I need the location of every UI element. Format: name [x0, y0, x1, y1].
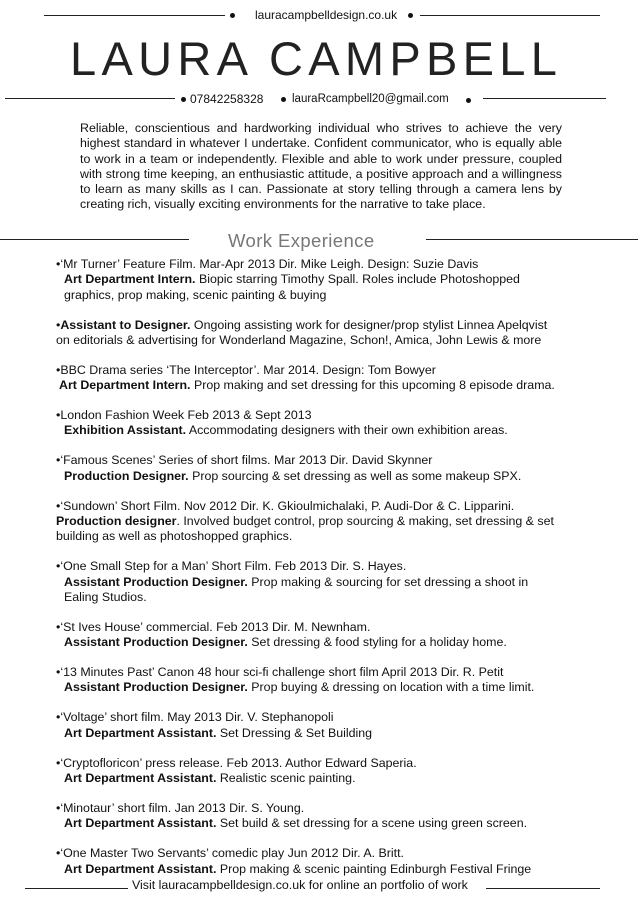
entry-role-line — [56, 635, 596, 650]
entry-role: Assistant Production Designer. — [64, 574, 248, 589]
entry-project: •‘One Small Step for a Man’ Short Film. Feb 2013 Dir. S. Hayes. — [56, 559, 407, 574]
entry-role: Assistant Production Designer. — [64, 680, 248, 695]
entry-role-line — [56, 862, 596, 877]
email-link[interactable]: lauraRcampbell20@gmail.com — [292, 93, 449, 105]
entry-role-line — [56, 514, 596, 529]
header-top-rule-right — [420, 15, 600, 16]
entry-description: Prop sourcing & set dressing as well as some makeup SPX. — [188, 468, 522, 483]
entry-role-line — [56, 469, 596, 484]
entry-role: Assistant to Designer. — [60, 317, 191, 332]
profile-summary: Reliable, conscientious and hardworking individual who strives to achieve the very highest standard in whatever I undertake. Confident communicator, who is equally able to work in a team or independently. Flexible and able to work under pressure, coupled with strong time keeping, an enthusiastic attitude, a positive approach and a willingness to learn as many skills as I can. Passionate at story telling through a camera lens by creating rich, visually exciting environments for the narrative to take place. — [80, 121, 562, 212]
entry-role: Assistant Production Designer. — [64, 635, 248, 650]
entry-project: •‘Sundown’ Short Film. Nov 2012 Dir. K. Gkioulmichalaki, P. Audi-Dor & C. Lipparini. — [56, 498, 515, 513]
entry-description: Prop making and set dressing for this upcoming 8 episode drama. — [190, 378, 555, 393]
entry-description: Prop making & scenic painting Edinburgh Festival Fringe — [216, 861, 532, 876]
entry-project: •BBC Drama series ‘The Interceptor’. Mar 2014. Design: Tom Bowyer — [56, 362, 436, 377]
contact-dot — [281, 97, 286, 102]
entry-role-line — [56, 680, 596, 695]
list-item — [56, 801, 596, 832]
list-item — [56, 710, 596, 741]
website-link[interactable]: lauracampbelldesign.co.uk — [255, 8, 398, 22]
list-item — [56, 453, 596, 484]
list-item — [56, 318, 596, 349]
section-rule-right — [426, 239, 638, 240]
list-item — [56, 257, 596, 303]
contact-dot — [181, 97, 186, 102]
entry-description: Set build & set dressing for a scene using green screen. — [216, 816, 528, 831]
entry-role: Art Department Intern. — [59, 378, 191, 393]
entry-description: Prop buying & dressing on location with a time limit. — [247, 680, 535, 695]
footer-portfolio-link[interactable]: Visit lauracampbelldesign.co.uk for online an portfolio of work — [132, 878, 468, 892]
list-item — [56, 499, 596, 545]
contact-rule-left — [5, 98, 175, 99]
list-item — [56, 559, 596, 605]
entry-role-line — [56, 816, 596, 831]
list-item — [56, 363, 596, 394]
header-dot — [230, 13, 235, 18]
entry-description: Ealing Studios. — [64, 589, 147, 604]
list-item — [56, 408, 596, 439]
entry-role-line — [56, 423, 596, 438]
footer-rule-right — [486, 888, 600, 889]
entry-role: Production designer — [56, 514, 177, 528]
entry-description: . Involved budget control, prop sourcing & making, set dressing & set — [176, 514, 554, 528]
entry-bullet: • — [56, 317, 61, 332]
entry-project: •‘One Master Two Servants’ comedic play Jun 2012 Dir. A. Britt. — [56, 846, 404, 861]
header-dot — [408, 13, 413, 18]
entry-role-line — [56, 378, 596, 393]
entry-description: Set dressing & food styling for a holiday home. — [247, 635, 507, 650]
header-top-rule-left — [44, 15, 225, 16]
entry-project: •‘Cryptofloricon’ press release. Feb 2013. Author Edward Saperia. — [56, 755, 417, 770]
entry-role-line — [56, 272, 596, 287]
entry-project: •London Fashion Week Feb 2013 & Sept 2013 — [56, 408, 312, 423]
entry-description: Set Dressing & Set Building — [216, 725, 373, 740]
entry-project: •‘Famous Scenes’ Series of short films. Mar 2013 Dir. David Skynner — [56, 453, 433, 468]
list-item — [56, 756, 596, 787]
entry-role: Art Department Assistant. — [64, 771, 217, 785]
entry-role-line — [56, 726, 596, 741]
entry-role: Production Designer. — [64, 468, 189, 483]
entry-description: on editorials & advertising for Wonderland Magazine, Schon!, Amica, John Lewis & more — [56, 332, 542, 347]
entry-project: •‘13 Minutes Past’ Canon 48 hour sci-fi challenge short film April 2013 Dir. R. Petit — [56, 665, 504, 680]
footer-rule-left — [25, 888, 128, 889]
list-item — [56, 665, 596, 696]
entry-role: Art Department Assistant. — [64, 861, 217, 876]
contact-rule-right — [483, 98, 606, 99]
list-item — [56, 620, 596, 651]
entry-role-line — [56, 575, 596, 590]
page-title: LAURA CAMPBELL — [70, 32, 563, 85]
list-item — [56, 846, 596, 877]
entry-project: •‘Minotaur’ short film. Jan 2013 Dir. S. Young. — [56, 800, 305, 815]
entry-description: graphics, prop making, scenic painting & buying — [64, 287, 327, 302]
entry-role: Exhibition Assistant. — [64, 423, 187, 438]
section-title: Work Experience — [228, 230, 375, 251]
entry-description: Realistic scenic painting. — [216, 771, 356, 785]
entry-description: Prop making & sourcing for set dressing a shoot in — [247, 574, 529, 589]
entry-role: Art Department Assistant. — [64, 725, 217, 740]
contact-dot — [466, 98, 471, 103]
entry-project: •‘St Ives House’ commercial. Feb 2013 Dir. M. Newnham. — [56, 619, 371, 634]
entry-role-line — [56, 771, 596, 786]
entry-project: •‘Voltage’ short film. May 2013 Dir. V. Stephanopoli — [56, 710, 334, 725]
entry-role: Art Department Intern. — [64, 272, 196, 287]
entry-description: Ongoing assisting work for designer/prop stylist Linnea Apelqvist — [190, 317, 548, 332]
entry-project: •‘Mr Turner’ Feature Film. Mar-Apr 2013 Dir. Mike Leigh. Design: Suzie Davis — [56, 257, 479, 271]
work-experience-list — [56, 257, 596, 892]
section-rule-left — [0, 239, 189, 240]
entry-description: Biopic starring Timothy Spall. Roles include Photoshopped — [195, 272, 520, 287]
entry-role: Art Department Assistant. — [64, 816, 217, 831]
entry-description: building as well as photoshopped graphics. — [56, 529, 293, 544]
entry-description: Accommodating designers with their own exhibition areas. — [186, 423, 508, 438]
phone-number: 07842258328 — [190, 92, 264, 106]
entry-role-line — [56, 318, 596, 333]
